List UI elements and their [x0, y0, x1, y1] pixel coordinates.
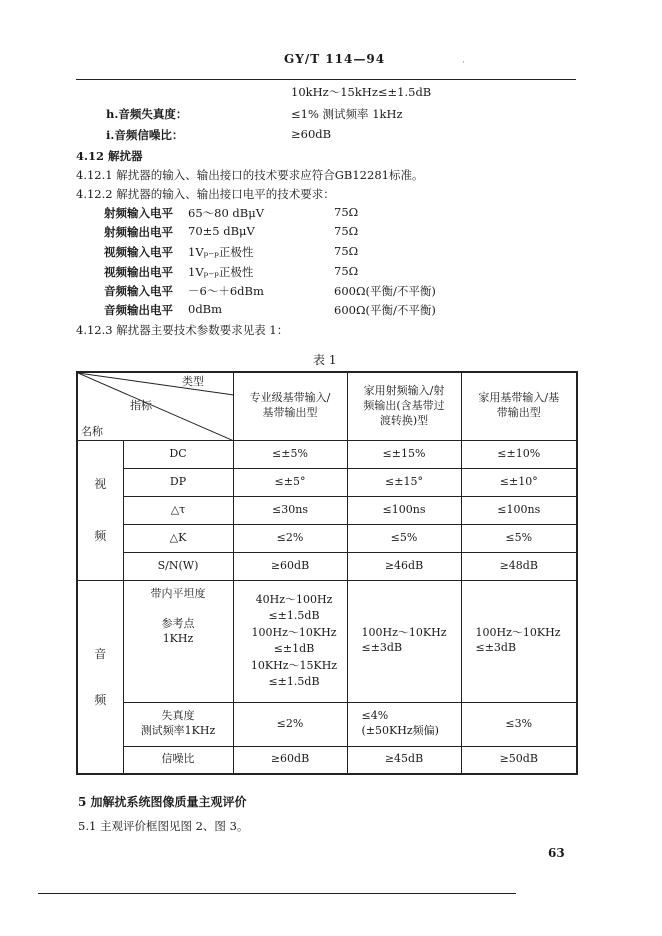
value-cell: ≤±10% [461, 440, 577, 468]
col-header-line: 基带输出型 [262, 406, 318, 420]
param-line: 测试频率1KHz [140, 724, 216, 737]
param-cell: 信噪比 [123, 746, 233, 774]
col-header-line: 渡转换)型 [379, 413, 429, 427]
value-line: 10KHz～15KHz [250, 658, 338, 672]
col-header-line: 频输出(含基带过 [363, 398, 445, 412]
table-row [77, 496, 577, 524]
level-value: 1Vₚ₋ₚ正极性 [188, 245, 254, 259]
param-line: 失真度 [161, 709, 195, 723]
value-cell: 100Hz～10KHz ≤±3dB [347, 580, 461, 702]
param-cell: S/N(W) [123, 552, 233, 580]
level-name: 视频输出电平 [104, 265, 173, 279]
level-value: 0dBm [188, 302, 223, 316]
value-cell: ≤±10° [461, 468, 577, 496]
value-cell [347, 702, 461, 746]
value-cell: ≥45dB [347, 746, 461, 774]
param-line: 1KHz [162, 632, 194, 646]
level-name: 射频输入电平 [104, 206, 173, 220]
corner-name: 名称 [81, 425, 103, 438]
value-cell: ≤3% [461, 702, 577, 746]
value-line: ≤±1dB [273, 642, 315, 655]
value-line: ≤4% [361, 709, 389, 723]
corner-type: 类型 [182, 375, 204, 388]
value-cell [233, 580, 347, 702]
table-row [77, 468, 577, 496]
value-line: ≤±1.5dB [268, 609, 320, 622]
corner-index: 指标 [130, 399, 152, 412]
level-value: 65～80 dBμV [188, 206, 265, 220]
video-category [77, 440, 123, 580]
level-impedance: 75Ω [334, 264, 359, 278]
section-4-12-2: 4.12.2 解扰器的输入、输出接口电平的技术要求： [76, 187, 335, 201]
table-row [77, 440, 577, 468]
table-caption: 表 1 [313, 353, 337, 367]
level-impedance: 75Ω [334, 224, 359, 238]
col-header-line: 专业级基带输入/ [249, 391, 331, 405]
footer-rule [38, 893, 516, 894]
col-header-line: 带输出型 [496, 406, 541, 420]
corner-cell [77, 372, 233, 440]
col-header-home-rf [347, 372, 461, 440]
col-header-line: 家用基带输入/基 [478, 391, 560, 405]
audio-category [77, 580, 123, 774]
value-cell: ≤±15° [347, 468, 461, 496]
value-cell: ≥50dB [461, 746, 577, 774]
value-cell: ≤5% [461, 524, 577, 552]
param-line: 参考点 [161, 617, 195, 631]
param-cell [123, 580, 233, 702]
section-5-1: 5.1 主观评价框图见图 2、图 3。 [78, 819, 249, 833]
distortion-value: ≤1% 测试频率 1kHz [291, 107, 403, 121]
snr-value: ≥60dB [291, 127, 332, 141]
section-4-12-3: 4.12.3 解扰器主要技术参数要求见表 1： [76, 323, 289, 337]
value-cell: ≥60dB [233, 552, 347, 580]
table-row [77, 580, 577, 702]
col-header-home-baseband [461, 372, 577, 440]
category-char: 频 [94, 692, 107, 707]
section-4-12-1: 4.12.1 解扰器的输入、输出接口的技术要求应符合GB12281标准。 [76, 168, 424, 182]
value-cell: ≤30ns [233, 496, 347, 524]
value-cell: 100Hz～10KHz ≤±3dB [461, 580, 577, 702]
value-cell: ≥48dB [461, 552, 577, 580]
param-cell: DC [123, 440, 233, 468]
value-line: ≤±1.5dB [268, 675, 320, 688]
value-line: 100Hz～10KHz [251, 625, 337, 639]
category-char: 视 [94, 476, 107, 491]
level-impedance: 600Ω(平衡/不平衡) [334, 303, 436, 317]
table-row [77, 552, 577, 580]
table-header-row [77, 372, 577, 440]
value-cell: ≤100ns [461, 496, 577, 524]
level-impedance: 75Ω [334, 205, 359, 219]
section-5-heading: 5 加解扰系统图像质量主观评价 [78, 795, 247, 809]
level-impedance: 75Ω [334, 244, 359, 258]
param-line: 带内平坦度 [150, 586, 206, 600]
running-header: GY/T 114—94 [284, 52, 386, 66]
distortion-label: h.音频失真度： [106, 107, 188, 121]
value-cell: ≥60dB [233, 746, 347, 774]
value-cell: ≤5% [347, 524, 461, 552]
value-cell: ≤2% [233, 702, 347, 746]
level-name: 音频输出电平 [104, 303, 173, 317]
value-cell: ≤2% [233, 524, 347, 552]
table-row [77, 524, 577, 552]
param-cell: DP [123, 468, 233, 496]
level-value: 1Vₚ₋ₚ正极性 [188, 265, 254, 279]
header-speck: · [462, 58, 465, 68]
value-cell: ≥46dB [347, 552, 461, 580]
level-impedance: 600Ω(平衡/不平衡) [334, 284, 436, 298]
value-cell: ≤100ns [347, 496, 461, 524]
param-cell [123, 702, 233, 746]
level-name: 视频输入电平 [104, 245, 173, 259]
level-value: 70±5 dBμV [188, 224, 255, 238]
level-value: －6～＋6dBm [188, 284, 264, 298]
level-name: 射频输出电平 [104, 225, 173, 239]
value-cell: ≤±5° [233, 468, 347, 496]
header-rule [76, 79, 576, 80]
table-row [77, 702, 577, 746]
flatness-continued: 10kHz～15kHz≤±1.5dB [291, 85, 432, 99]
value-cell: ≤±15% [347, 440, 461, 468]
param-cell: △τ [123, 496, 233, 524]
col-header-line: 家用射频输入/射 [363, 383, 445, 397]
col-header-pro [233, 372, 347, 440]
table-row [77, 746, 577, 774]
level-name: 音频输入电平 [104, 284, 173, 298]
category-char: 频 [94, 529, 107, 543]
snr-label: i.音频信噪比： [106, 128, 184, 142]
spec-table [76, 371, 578, 775]
param-cell: △K [123, 524, 233, 552]
value-line: 40Hz～100Hz [255, 592, 333, 606]
value-line: (±50KHz频偏) [361, 724, 439, 737]
section-4-12: 4.12 解扰器 [76, 149, 143, 163]
category-char: 音 [94, 646, 107, 661]
page-number: 63 [548, 846, 565, 860]
value-cell: ≤±5% [233, 440, 347, 468]
